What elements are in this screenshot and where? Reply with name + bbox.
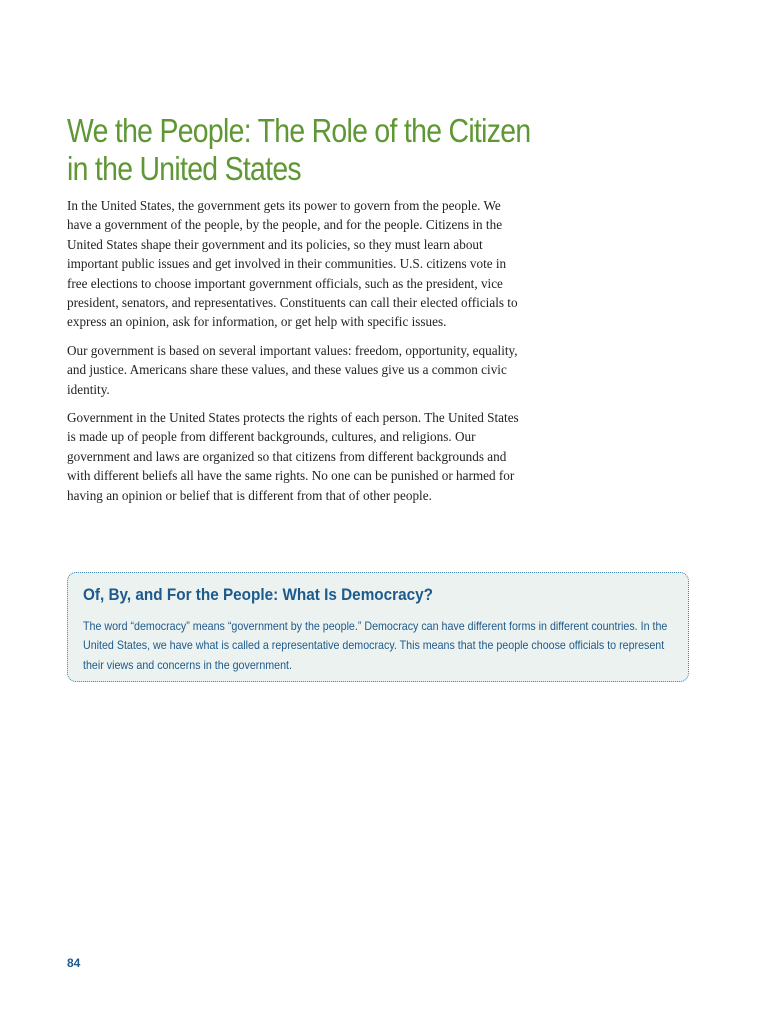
body-text	[67, 196, 523, 514]
democracy-callout-box	[67, 572, 689, 682]
paragraph: In the United States, the government gets its power to govern from the people. We have a government of the people, by the people, and for the people. Citizens in the United States shape their government and its policies, so they must learn about important public issues and get involved in their communities. U.S. citizens vote in free elections to choose important government officials, such as the president, vice president, senators, and representatives. Constituents can call their elected officials to express an opinion, ask for information, or get help with specific issues.	[67, 198, 518, 330]
page-number: 84	[67, 956, 81, 970]
callout-text: The word “democracy” means “government by the people.” Democracy can have different forms in different countries. In the United States, we have what is called a representative democracy. This means that the people choose officials to represent their views and concerns in the government.	[83, 619, 668, 672]
page-title: We the People: The Role of the Citizen in the United States	[67, 112, 531, 187]
paragraph: Government in the United States protects the rights of each person. The United States is made up of people from different backgrounds, cultures, and religions. Our government and laws are organized so that citizens from different backgrounds and with different beliefs all have the same rights. No one can be punished or harmed for having an opinion or belief that is different from that of other people.	[67, 410, 519, 503]
callout-title: Of, By, and For the People: What Is Democracy?	[83, 585, 433, 604]
paragraph: Our government is based on several important values: freedom, opportunity, equality, and justice. Americans share these values, and these values give us a common civic identity.	[67, 342, 518, 397]
